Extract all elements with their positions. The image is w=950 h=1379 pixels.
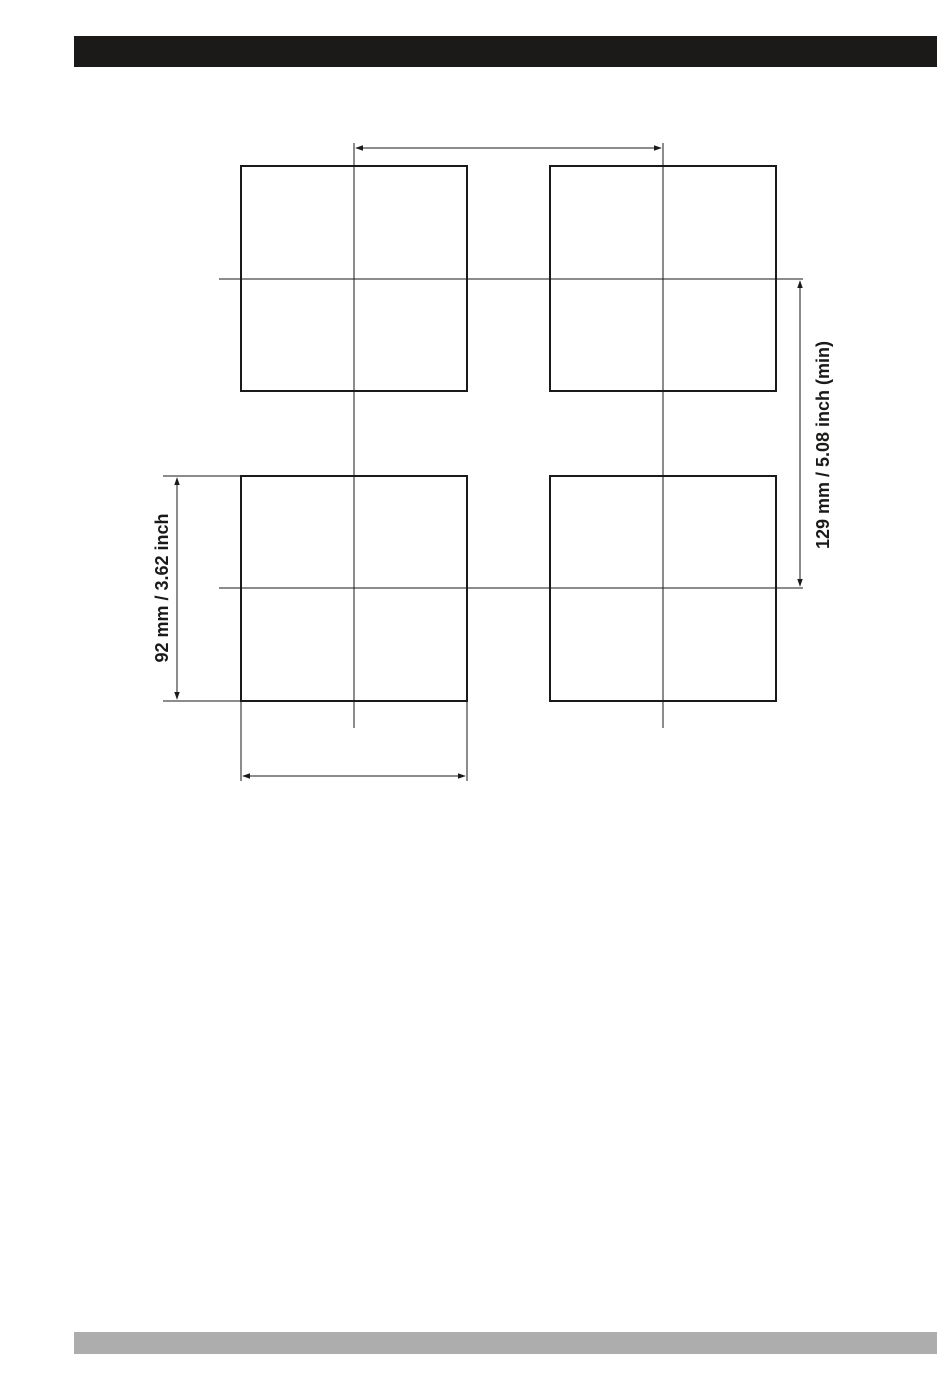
cutout-height-label: 92 mm / 3.62 inch (152, 513, 172, 663)
footer-bar (74, 1332, 937, 1354)
vertical-spacing-label: 129 mm / 5.08 inch (min) (813, 340, 833, 550)
